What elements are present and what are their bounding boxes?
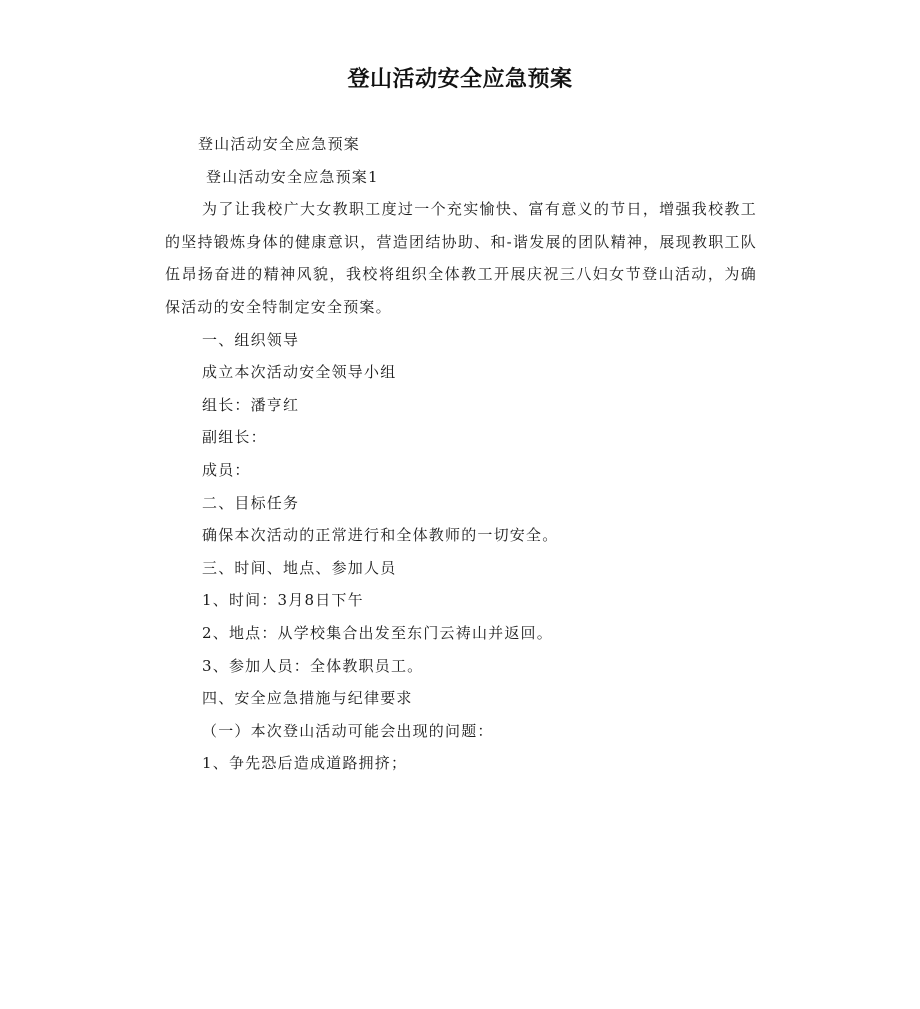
document-subtitle: 登山活动安全应急预案 bbox=[198, 135, 361, 153]
heading-safety-measures: 四、安全应急措施与纪律要求 bbox=[202, 689, 413, 708]
section-heading: 登山活动安全应急预案1 bbox=[206, 167, 379, 186]
heading-time-place: 三、时间、地点、参加人员 bbox=[202, 558, 397, 577]
text-possible-problems: （一）本次登山活动可能会出现的问题： bbox=[202, 721, 494, 740]
text-goal: 确保本次活动的正常进行和全体教师的一切安全。 bbox=[202, 526, 559, 545]
text-deputy-leader: 副组长： bbox=[202, 428, 267, 447]
text-members: 成员： bbox=[202, 460, 251, 479]
document-body bbox=[165, 128, 757, 780]
text-time: 1、时间：3月8日下午 bbox=[202, 591, 364, 610]
text-place: 2、地点：从学校集合出发至东门云祷山并返回。 bbox=[202, 623, 553, 642]
text-problem-1: 1、争先恐后造成道路拥挤； bbox=[202, 754, 408, 773]
heading-organization: 一、组织领导 bbox=[202, 330, 300, 349]
text-group-leader: 组长：潘亨红 bbox=[202, 395, 300, 414]
text-participants: 3、参加人员：全体教职员工。 bbox=[202, 656, 424, 675]
heading-goals: 二、目标任务 bbox=[202, 493, 300, 512]
page-title: 登山活动安全应急预案 bbox=[347, 67, 573, 92]
text-leadership-group: 成立本次活动安全领导小组 bbox=[202, 363, 397, 382]
intro-paragraph: 为了让我校广大女教职工度过一个充实愉快、富有意义的节日，增强我校教工的坚持锻炼身体的健康意识，营造团结协助、和-谐发展的团队精神，展现教职工队伍昂扬奋进的精神风貌，我校将组织全体教工开展庆祝三八妇女节登山活动，为确保活动的安全特制定安全预案。 bbox=[165, 200, 757, 316]
